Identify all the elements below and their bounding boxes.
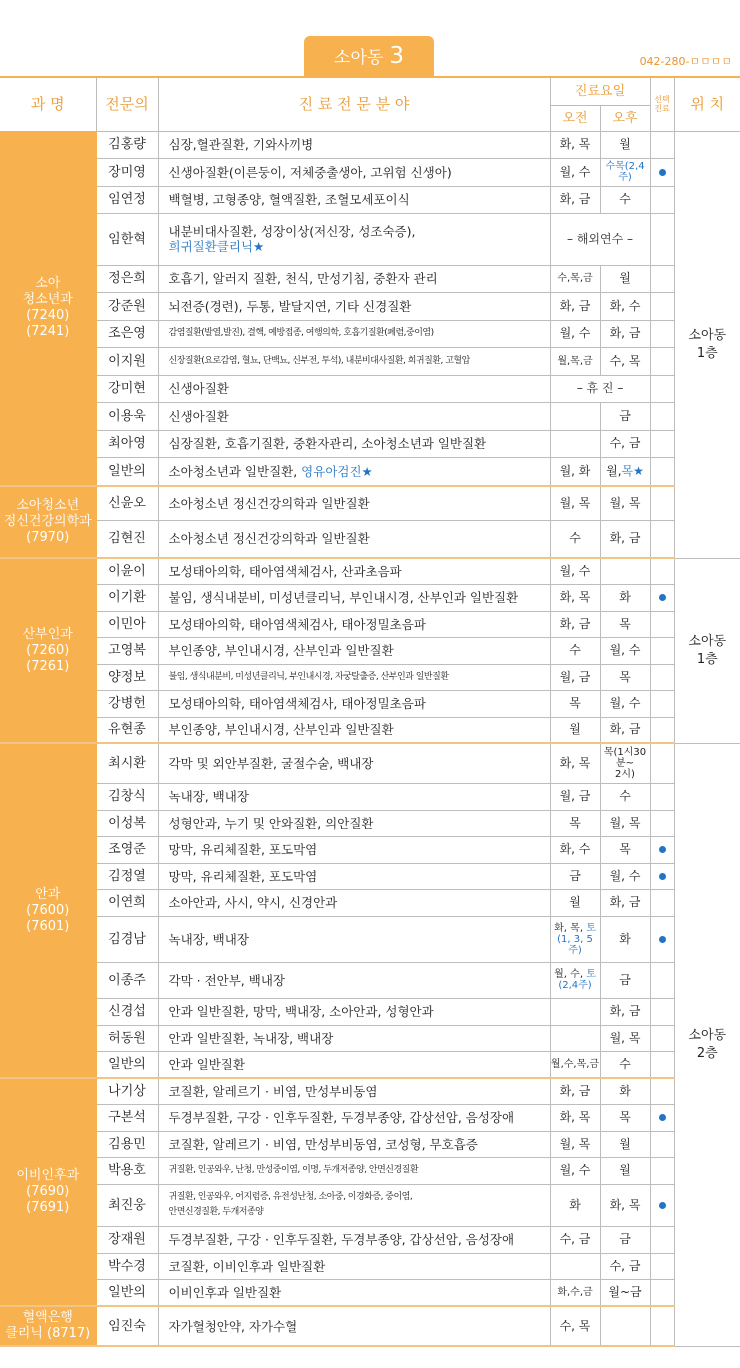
doctor-name: 김창식 [96, 783, 158, 810]
doctor-name: 이연희 [96, 889, 158, 916]
select-cell [650, 1279, 674, 1306]
specialty: 부인종양, 부인내시경, 산부인과 일반질환 [158, 637, 550, 664]
specialty: 코질환, 이비인후과 일반질환 [158, 1253, 550, 1279]
pm-days: 화 [600, 584, 650, 611]
specialty: 각막 및 외안부질환, 굴절수술, 백내장 [158, 743, 550, 783]
specialty: 망막, 유리체질환, 포도막염 [158, 863, 550, 889]
pm-days: 화, 목 [600, 1184, 650, 1226]
select-cell [650, 810, 674, 836]
specialty: 소아청소년과 일반질환, 영유아검진★ [158, 457, 550, 486]
specialty: 모성태아의학, 태아염색체검사, 태아정밀초음파 [158, 690, 550, 717]
am-days: 월, 수 [550, 158, 600, 186]
specialty: 녹내장, 백내장 [158, 783, 550, 810]
pm-days: 목 [600, 611, 650, 637]
select-cell [650, 1226, 674, 1253]
doctor-name: 임연정 [96, 186, 158, 213]
select-cell [650, 186, 674, 213]
am-days: 월, 금 [550, 783, 600, 810]
pm-days: 수 [600, 186, 650, 213]
pm-days: 월,목★ [600, 457, 650, 486]
pm-days: 수 [600, 783, 650, 810]
doctor-name: 김현진 [96, 520, 158, 558]
am-days: 수 [550, 520, 600, 558]
am-days [550, 1253, 600, 1279]
select-cell [650, 486, 674, 520]
select-cell [650, 690, 674, 717]
am-days: 화, 금 [550, 611, 600, 637]
am-days: 화, 금 [550, 1078, 600, 1104]
selected-dot-icon [659, 594, 666, 601]
specialty: 소아안과, 사시, 약시, 신경안과 [158, 889, 550, 916]
select-cell [650, 584, 674, 611]
select-cell [650, 1025, 674, 1051]
specialty: 코질환, 알레르기 · 비염, 만성부비동염 [158, 1078, 550, 1104]
title-area [0, 36, 740, 76]
select-cell [650, 457, 674, 486]
select-cell [650, 1157, 674, 1184]
specialty: 호흡기, 알러지 질환, 천식, 만성기침, 중환자 관리 [158, 265, 550, 292]
pm-days: 수, 금 [600, 1253, 650, 1279]
pm-days: 화, 금 [600, 520, 650, 558]
pm-days: 월, 목 [600, 1025, 650, 1051]
doctor-name: 이성복 [96, 810, 158, 836]
doctor-name: 이종주 [96, 962, 158, 998]
doctor-name: 강미현 [96, 375, 158, 402]
pm-days: 화, 금 [600, 889, 650, 916]
pm-days: 월, 수 [600, 637, 650, 664]
pm-days: 월 [600, 131, 650, 158]
specialty: 불임, 생식내분비, 미성년클리닉, 부인내시경, 산부인과 일반질환 [158, 584, 550, 611]
pm-days: 금 [600, 1226, 650, 1253]
select-cell [650, 998, 674, 1025]
header-dept: 과 명 [0, 77, 96, 131]
am-days: 월, 수 [550, 558, 600, 584]
am-days: 목 [550, 810, 600, 836]
specialty: 코질환, 알레르기 · 비염, 만성부비동염, 코성형, 무호흡증 [158, 1131, 550, 1157]
select-cell [650, 664, 674, 690]
doctor-name: 최진웅 [96, 1184, 158, 1226]
specialty: 모성태아의학, 태아염색체검사, 태아정밀초음파 [158, 611, 550, 637]
doctor-name: 장재원 [96, 1226, 158, 1253]
pm-days: 목 [600, 836, 650, 863]
pm-days: 수, 금 [600, 430, 650, 457]
dept-obgyn: 산부인과 (7260) (7261) [0, 558, 96, 743]
specialty: 부인종양, 부인내시경, 산부인과 일반질환 [158, 717, 550, 743]
select-cell [650, 637, 674, 664]
am-days: 화,수,금 [550, 1279, 600, 1306]
am-days [550, 402, 600, 430]
doctor-name: 고영복 [96, 637, 158, 664]
specialty: 망막, 유리체질환, 포도막염 [158, 836, 550, 863]
select-cell [650, 402, 674, 430]
am-days: 월, 화 [550, 457, 600, 486]
doctor-name: 정은희 [96, 265, 158, 292]
specialty: 자가혈청안약, 자가수혈 [158, 1306, 550, 1346]
doctor-name: 일반의 [96, 457, 158, 486]
doctor-name: 이용욱 [96, 402, 158, 430]
pm-days: 수 [600, 1051, 650, 1078]
specialty: 소아청소년 정신건강의학과 일반질환 [158, 486, 550, 520]
pm-days: 월 [600, 265, 650, 292]
specialty: 신생아질환 [158, 375, 550, 402]
am-days [550, 998, 600, 1025]
am-days: 월,목,금 [550, 347, 600, 375]
doctor-name: 김정열 [96, 863, 158, 889]
select-cell [650, 347, 674, 375]
pm-days: 월 [600, 1157, 650, 1184]
specialty: 신생아질환(이른둥이, 저체중출생아, 고위험 신생아) [158, 158, 550, 186]
doctor-name: 김용민 [96, 1131, 158, 1157]
doctor-name: 최아영 [96, 430, 158, 457]
select-cell [650, 743, 674, 783]
phone-number: 042-280-ㅁㅁㅁㅁ [639, 55, 732, 68]
specialty: 감염질환(발열,발진), 결핵, 예방접종, 여행의학, 호흡기질환(폐렴,중이염) [158, 320, 550, 347]
location-b: 소아동 1층 [674, 558, 740, 743]
am-days [550, 430, 600, 457]
select-cell [650, 836, 674, 863]
pm-days: 화, 금 [600, 717, 650, 743]
doctor-name: 김경남 [96, 916, 158, 962]
specialty: 각막 · 전안부, 백내장 [158, 962, 550, 998]
specialty: 뇌전증(경련), 두통, 발달지연, 기타 신경질환 [158, 292, 550, 320]
header-loc: 위 치 [674, 77, 740, 131]
specialty: 귀질환, 인공와우, 어지럼증, 유전성난청, 소아중, 이경화증, 중이염, 안면신경질환, 두개저종양 [158, 1184, 550, 1226]
specialty: 불임, 생식내분비, 미성년클리닉, 부인내시경, 자궁탈출증, 산부인과 일반질환 [158, 664, 550, 690]
location-a: 소아동 1층 [674, 131, 740, 558]
pm-days: 수, 목 [600, 347, 650, 375]
select-cell [650, 1104, 674, 1131]
specialty: 안과 일반질환, 망막, 백내장, 소아안과, 성형안과 [158, 998, 550, 1025]
pm-days: 금 [600, 962, 650, 998]
am-days: 월, 금 [550, 664, 600, 690]
am-days: 금 [550, 863, 600, 889]
specialty: 신장질환(요로감염, 혈뇨, 단백뇨, 신부전, 투석), 내분비대사질환, 희귀질환, 고혈압 [158, 347, 550, 375]
doctor-name: 구본석 [96, 1104, 158, 1131]
am-days: 월, 목 [550, 486, 600, 520]
select-cell [650, 1078, 674, 1104]
select-cell [650, 1131, 674, 1157]
am-days: 화, 금 [550, 292, 600, 320]
schedule-table [0, 76, 740, 1347]
select-cell [650, 375, 674, 402]
am-days: 월, 목 [550, 1131, 600, 1157]
am-days: 수 [550, 637, 600, 664]
doctor-name: 나기상 [96, 1078, 158, 1104]
select-cell [650, 430, 674, 457]
doctor-name: 이민아 [96, 611, 158, 637]
dept-peds: 소아 청소년과 (7240) (7241) [0, 131, 96, 486]
doctor-name: 조영준 [96, 836, 158, 863]
pm-days: 화 [600, 1078, 650, 1104]
select-cell [650, 265, 674, 292]
select-cell [650, 916, 674, 962]
pm-days: 월, 목 [600, 810, 650, 836]
pm-days [600, 1306, 650, 1346]
am-days: 화, 목 [550, 1104, 600, 1131]
doctor-name: 신윤오 [96, 486, 158, 520]
am-days: 화, 수 [550, 836, 600, 863]
pm-days: 월~금 [600, 1279, 650, 1306]
pm-days: 화, 금 [600, 998, 650, 1025]
am-days: 화, 금 [550, 186, 600, 213]
specialty: 성형안과, 누기 및 안와질환, 의안질환 [158, 810, 550, 836]
doctor-name: 양정보 [96, 664, 158, 690]
header-doc: 전문의 [96, 77, 158, 131]
am-days: 월, 수, 토 (2,4주) [550, 962, 600, 998]
pm-days [600, 558, 650, 584]
merged-note: – 휴 진 – [550, 375, 650, 402]
select-cell [650, 292, 674, 320]
select-cell [650, 717, 674, 743]
am-days: 수, 목 [550, 1306, 600, 1346]
header-sel: 선택 진료 [650, 77, 674, 131]
doctor-name: 임한혁 [96, 213, 158, 265]
select-cell [650, 611, 674, 637]
doctor-name: 신경섭 [96, 998, 158, 1025]
pm-days: 월, 수 [600, 863, 650, 889]
am-days: 화 [550, 1184, 600, 1226]
specialty: 백혈병, 고형종양, 혈액질환, 조혈모세포이식 [158, 186, 550, 213]
am-days: 월,수,목,금 [550, 1051, 600, 1078]
pm-days: 목(1시30분~ 2시) [600, 743, 650, 783]
selected-dot-icon [659, 846, 666, 853]
specialty: 이비인후과 일반질환 [158, 1279, 550, 1306]
select-cell [650, 1306, 674, 1346]
selected-dot-icon [659, 873, 666, 880]
selected-dot-icon [659, 1114, 666, 1121]
pm-days: 금 [600, 402, 650, 430]
doctor-name: 박용호 [96, 1157, 158, 1184]
select-cell [650, 213, 674, 265]
pm-days: 화, 수 [600, 292, 650, 320]
am-days: 월, 수 [550, 320, 600, 347]
specialty: 안과 일반질환 [158, 1051, 550, 1078]
am-days: 월, 수 [550, 1157, 600, 1184]
dept-psych: 소아청소년 정신건강의학과 (7970) [0, 486, 96, 558]
merged-note: – 해외연수 – [550, 213, 650, 265]
select-cell [650, 783, 674, 810]
pm-days: 월, 목 [600, 486, 650, 520]
select-cell [650, 1253, 674, 1279]
pm-days: 월 [600, 1131, 650, 1157]
specialty: 녹내장, 백내장 [158, 916, 550, 962]
specialty: 귀질환, 인공와우, 난청, 만성중이염, 이명, 두개저종양, 안면신경질환 [158, 1157, 550, 1184]
pm-days: 화, 금 [600, 320, 650, 347]
select-cell [650, 1051, 674, 1078]
doctor-name: 이지원 [96, 347, 158, 375]
doctor-name: 박수경 [96, 1253, 158, 1279]
select-cell [650, 863, 674, 889]
header-am: 오전 [550, 105, 600, 131]
am-days: 화, 목 [550, 743, 600, 783]
doctor-name: 강병헌 [96, 690, 158, 717]
pm-days: 수목(2,4주) [600, 158, 650, 186]
am-days: 화, 목 [550, 584, 600, 611]
select-cell [650, 520, 674, 558]
am-days [550, 1025, 600, 1051]
select-cell [650, 320, 674, 347]
pm-days: 화 [600, 916, 650, 962]
doctor-name: 허동원 [96, 1025, 158, 1051]
doctor-name: 조은영 [96, 320, 158, 347]
am-days: 수, 금 [550, 1226, 600, 1253]
page-title: 소아동 3 [304, 36, 434, 76]
specialty: 심장질환, 호흡기질환, 중환자관리, 소아청소년과 일반질환 [158, 430, 550, 457]
select-cell [650, 131, 674, 158]
dept-blood: 혈액은행 클리닉 (8717) [0, 1306, 96, 1346]
specialty: 두경부질환, 구강 · 인후두질환, 두경부종양, 갑상선암, 음성장애 [158, 1226, 550, 1253]
specialty: 두경부질환, 구강 · 인후두질환, 두경부종양, 갑상선암, 음성장애 [158, 1104, 550, 1131]
selected-dot-icon [659, 1202, 666, 1209]
specialty: 안과 일반질환, 녹내장, 백내장 [158, 1025, 550, 1051]
doctor-name: 일반의 [96, 1051, 158, 1078]
select-cell [650, 962, 674, 998]
dept-ent: 이비인후과 (7690) (7691) [0, 1078, 96, 1306]
am-days: 목 [550, 690, 600, 717]
select-cell [650, 1184, 674, 1226]
specialty: 신생아질환 [158, 402, 550, 430]
am-days: 화, 목, 토 (1, 3, 5 주) [550, 916, 600, 962]
specialty: 내분비대사질환, 성장이상(저신장, 성조숙증), 희귀질환클리닉★ [158, 213, 550, 265]
doctor-name: 강준원 [96, 292, 158, 320]
specialty: 심장,혈관질환, 기와사끼병 [158, 131, 550, 158]
doctor-name: 이윤이 [96, 558, 158, 584]
am-days: 월 [550, 889, 600, 916]
location-c: 소아동 2층 [674, 743, 740, 1346]
am-days: 수,목,금 [550, 265, 600, 292]
doctor-name: 장미영 [96, 158, 158, 186]
select-cell [650, 558, 674, 584]
specialty: 모성태아의학, 태아염색체검사, 산과초음파 [158, 558, 550, 584]
header-pm: 오후 [600, 105, 650, 131]
pm-days: 목 [600, 664, 650, 690]
pm-days: 목 [600, 1104, 650, 1131]
select-cell [650, 158, 674, 186]
doctor-name: 유현종 [96, 717, 158, 743]
selected-dot-icon [659, 169, 666, 176]
doctor-name: 임진숙 [96, 1306, 158, 1346]
am-days: 화, 목 [550, 131, 600, 158]
pm-days: 월, 수 [600, 690, 650, 717]
header-spec: 진 료 전 문 분 야 [158, 77, 550, 131]
doctor-name: 김홍량 [96, 131, 158, 158]
selected-dot-icon [659, 936, 666, 943]
select-cell [650, 889, 674, 916]
doctor-name: 최시환 [96, 743, 158, 783]
specialty: 소아청소년 정신건강의학과 일반질환 [158, 520, 550, 558]
doctor-name: 일반의 [96, 1279, 158, 1306]
doctor-name: 이기환 [96, 584, 158, 611]
dept-eye: 안과 (7600) (7601) [0, 743, 96, 1078]
am-days: 월 [550, 717, 600, 743]
header-days: 진료요일 [550, 77, 650, 105]
